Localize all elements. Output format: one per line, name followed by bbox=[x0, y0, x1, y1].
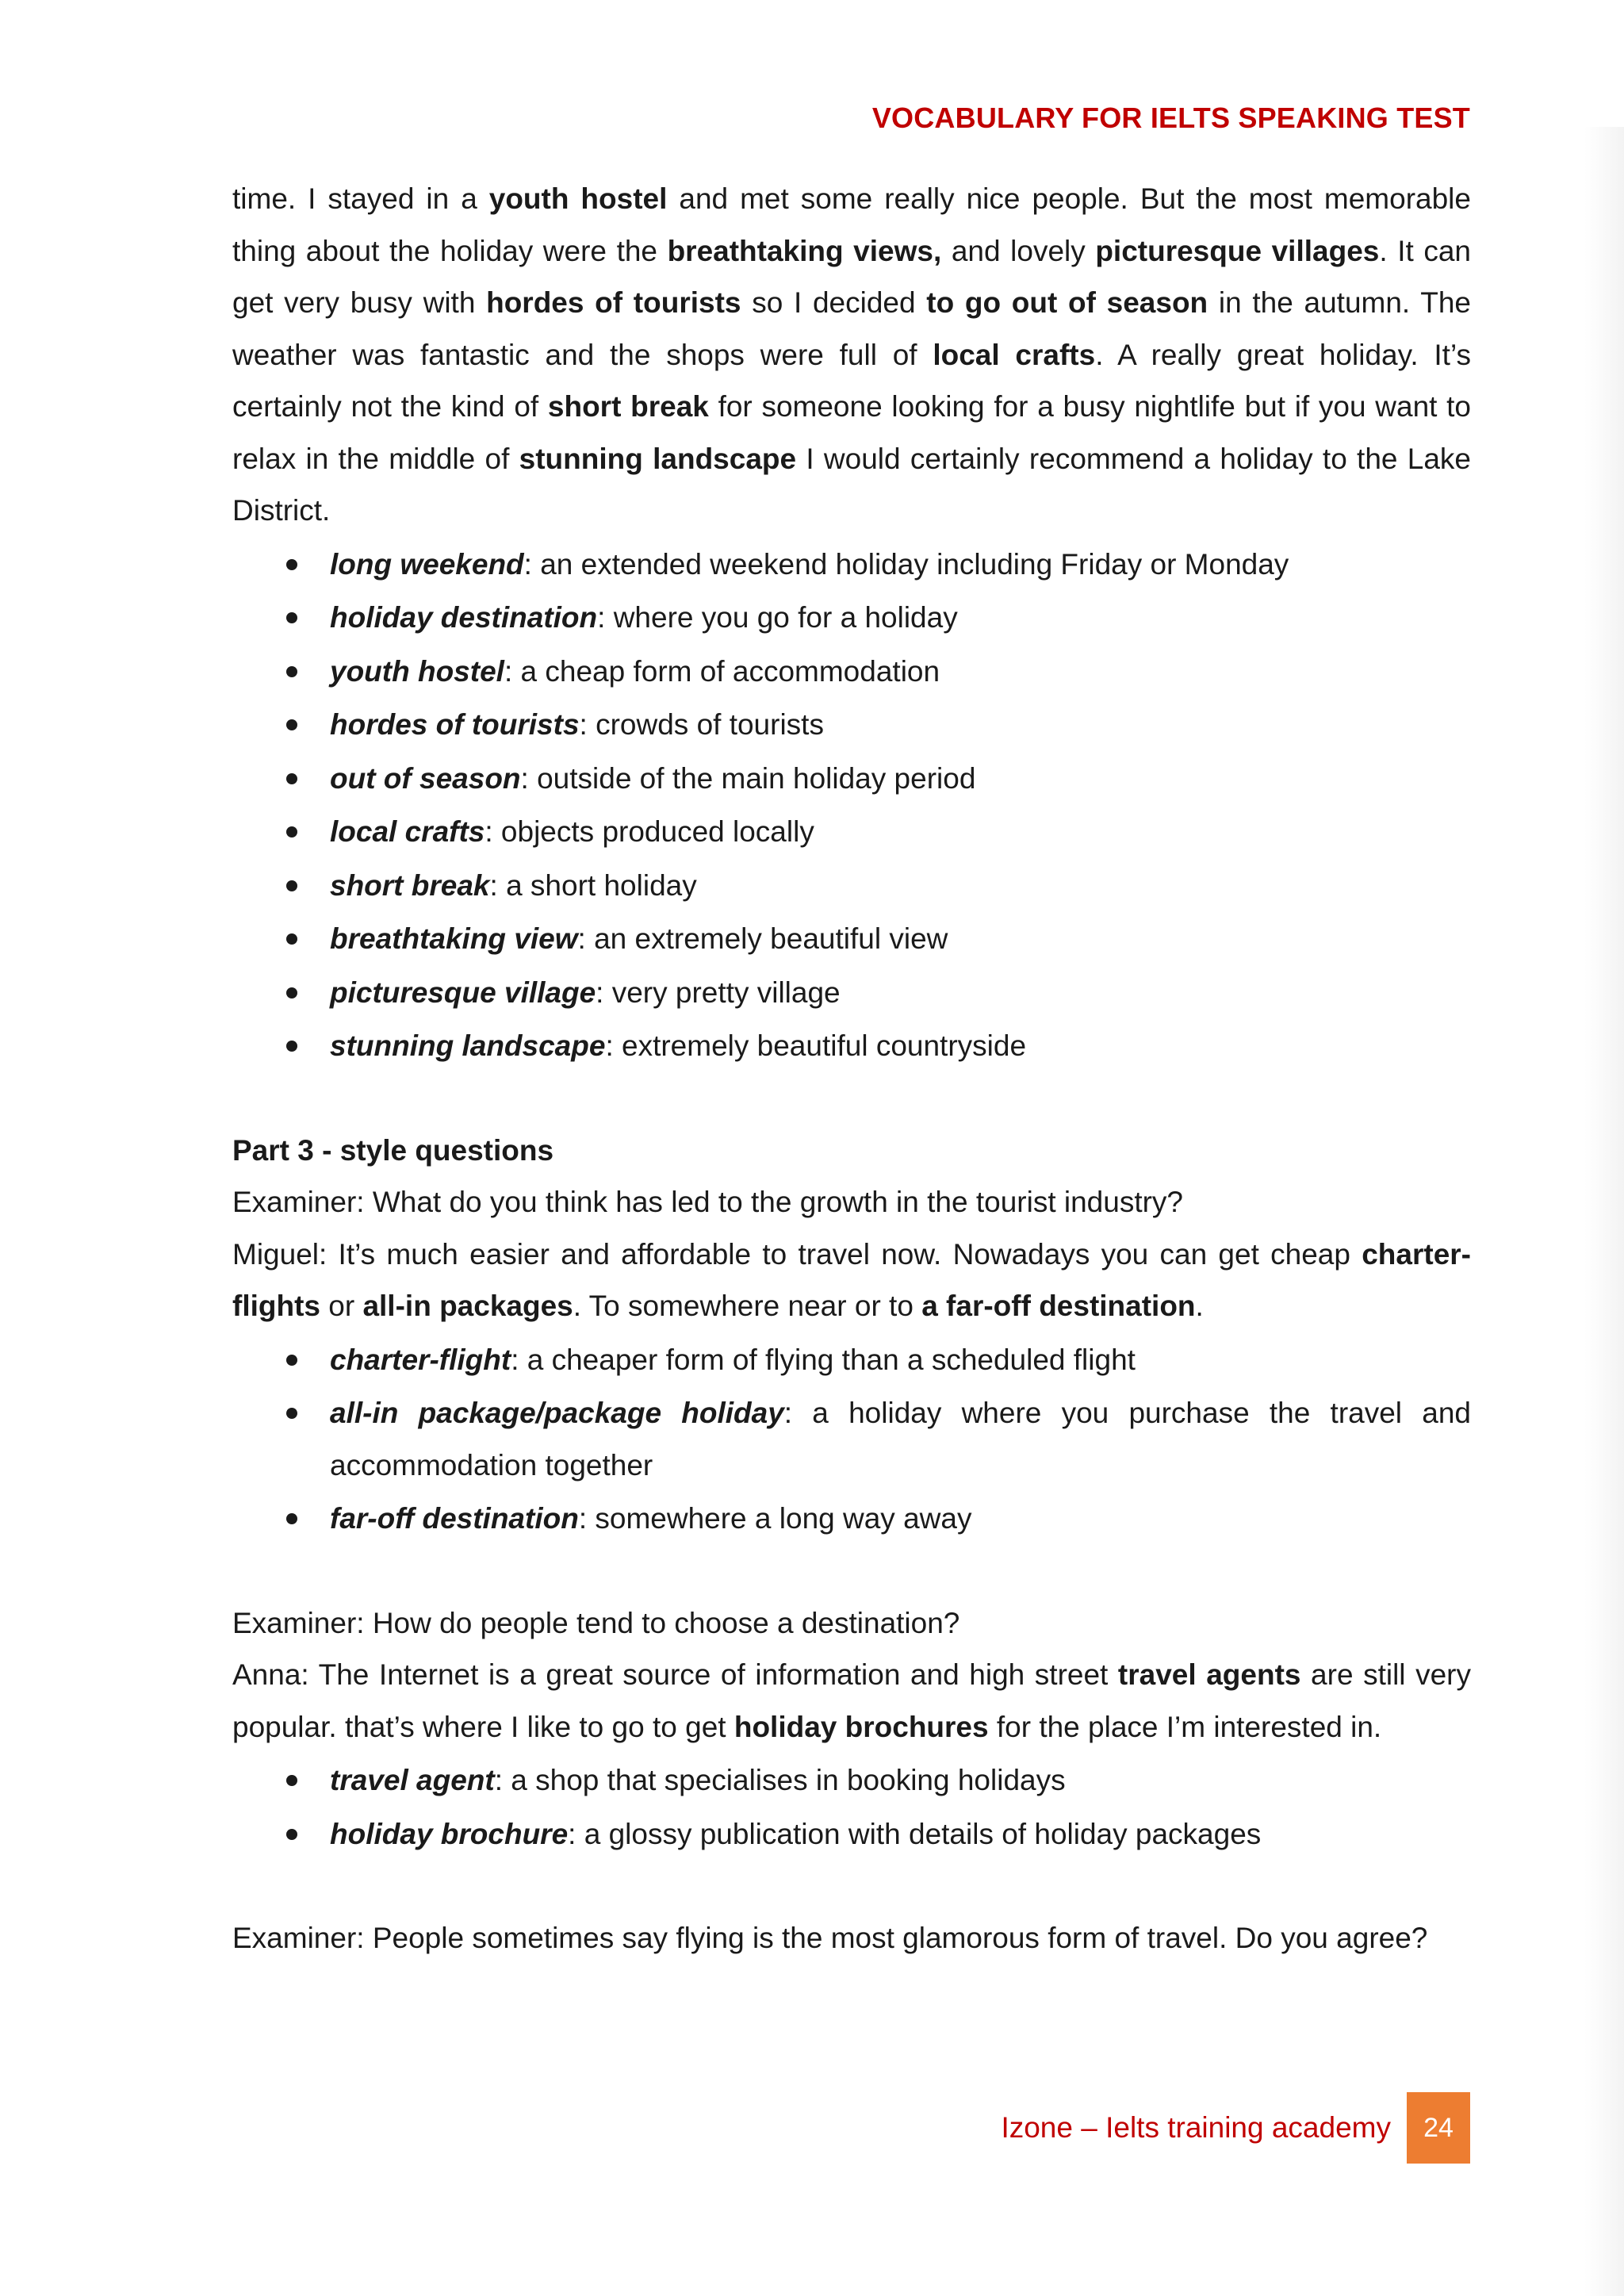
bullet-icon bbox=[286, 666, 297, 677]
page-header-title: VOCABULARY FOR IELTS SPEAKING TEST bbox=[871, 102, 1470, 134]
bold-term: stunning landscape bbox=[519, 442, 797, 475]
vocab-term: youth hostel bbox=[330, 654, 504, 688]
bold-term: holiday brochures bbox=[733, 1710, 989, 1743]
vocab-term: all-in package/package holiday bbox=[330, 1397, 784, 1429]
vocab-definition: : an extremely beautiful view bbox=[577, 922, 948, 955]
page-edge-shadow bbox=[1584, 127, 1624, 2296]
intro-paragraph bbox=[232, 173, 1471, 537]
vocab-item bbox=[232, 592, 1471, 644]
text-run: are still very popular. that’s where I like to go to get bbox=[232, 1658, 1471, 1743]
vocab-item bbox=[232, 806, 1471, 858]
bold-term: to go out of season bbox=[926, 286, 1208, 319]
vocab-definition: : a short holiday bbox=[489, 868, 697, 902]
bullet-icon bbox=[286, 880, 297, 891]
vocab-item bbox=[232, 860, 1471, 912]
spacer bbox=[232, 1861, 1471, 1912]
text-run: . To somewhere near or to bbox=[573, 1290, 922, 1322]
vocab-list-2 bbox=[232, 1334, 1471, 1545]
bold-term: charter-flights bbox=[232, 1237, 1471, 1322]
bold-term: breathtaking views, bbox=[667, 234, 942, 267]
vocab-item bbox=[232, 539, 1471, 591]
bullet-icon bbox=[286, 1355, 297, 1366]
text-run: in the autumn. The weather was fantastic and the shops were full of bbox=[232, 286, 1471, 371]
text-run: . A really great holiday. It’s certainly not the kind of bbox=[232, 338, 1472, 423]
candidate-answer bbox=[232, 1228, 1471, 1332]
vocab-definition: : an extended weekend holiday including Friday or Monday bbox=[523, 547, 1289, 581]
vocab-item bbox=[232, 1387, 1471, 1491]
vocab-term: hordes of tourists bbox=[330, 708, 580, 741]
bullet-icon bbox=[286, 933, 297, 945]
bold-term: travel agents bbox=[1117, 1658, 1301, 1691]
text-run: for the place I’m interested in. bbox=[988, 1710, 1382, 1743]
vocab-list-3 bbox=[232, 1754, 1471, 1860]
bold-term: picturesque villages bbox=[1095, 234, 1380, 267]
text-run: and met some really nice people. But the most memorable thing about the holiday were the bbox=[232, 182, 1471, 267]
bullet-icon bbox=[286, 559, 297, 570]
vocab-definition: : very pretty village bbox=[596, 976, 841, 1009]
examiner-question: Examiner: What do you think has led to the growth in the tourist industry? bbox=[232, 1186, 1184, 1218]
bullet-icon bbox=[286, 719, 297, 730]
text-run: . It can get very busy with bbox=[232, 234, 1471, 319]
bold-term: youth hostel bbox=[488, 182, 668, 215]
bullet-icon bbox=[286, 826, 297, 838]
vocab-term: picturesque village bbox=[330, 976, 596, 1009]
examiner-question: Examiner: People sometimes say flying is the most glamorous form of travel. Do you agree? bbox=[232, 1922, 1428, 1954]
vocab-definition: : somewhere a long way away bbox=[578, 1502, 972, 1535]
vocab-definition: : a cheaper form of flying than a scheduled flight bbox=[511, 1343, 1136, 1376]
vocab-item bbox=[232, 1334, 1471, 1386]
text-run: . bbox=[1195, 1290, 1204, 1322]
vocab-item bbox=[232, 913, 1471, 965]
text-run: Miguel: It’s much easier and affordable to travel now. Nowadays you can get cheap bbox=[232, 1237, 1362, 1271]
vocab-definition: : objects produced locally bbox=[485, 815, 814, 848]
vocab-term: short break bbox=[330, 868, 490, 902]
page-content bbox=[232, 173, 1471, 1964]
vocab-term: charter-flight bbox=[330, 1343, 511, 1376]
spacer bbox=[232, 1547, 1471, 1597]
vocab-definition: : where you go for a holiday bbox=[597, 601, 958, 634]
bold-term: all-in packages bbox=[362, 1290, 573, 1322]
vocab-item bbox=[232, 699, 1471, 751]
text-run: for someone looking for a busy nightlife but if you want to relax in the middle of bbox=[232, 390, 1472, 475]
vocab-item bbox=[232, 646, 1471, 698]
bold-term: hordes of tourists bbox=[486, 286, 741, 319]
spacer bbox=[232, 1074, 1471, 1125]
text-run: time. I stayed in a bbox=[232, 182, 489, 215]
section-title: Part 3 - style questions bbox=[232, 1133, 554, 1167]
vocab-item bbox=[232, 1493, 1471, 1545]
examiner-question: Examiner: How do people tend to choose a destination? bbox=[232, 1606, 960, 1639]
vocab-term: stunning landscape bbox=[330, 1029, 606, 1062]
vocab-definition: : a cheap form of accommodation bbox=[504, 654, 940, 688]
vocab-term: far-off destination bbox=[330, 1502, 579, 1535]
candidate-answer bbox=[232, 1649, 1471, 1753]
footer-text: Izone – Ielts training academy bbox=[1001, 2111, 1391, 2144]
vocab-item bbox=[232, 1808, 1471, 1861]
bullet-icon bbox=[286, 987, 297, 999]
page-number-badge: 24 bbox=[1407, 2092, 1470, 2164]
vocab-definition: : extremely beautiful countryside bbox=[605, 1029, 1027, 1062]
bullet-icon bbox=[286, 1513, 297, 1524]
text-run: and lovely bbox=[941, 234, 1096, 267]
vocab-definition: : outside of the main holiday period bbox=[520, 761, 976, 795]
vocab-term: long weekend bbox=[330, 547, 524, 581]
vocab-term: out of season bbox=[330, 761, 521, 795]
vocab-item bbox=[232, 1020, 1471, 1072]
vocab-term: breathtaking view bbox=[330, 922, 578, 955]
bullet-icon bbox=[286, 1041, 297, 1052]
vocab-definition: : crowds of tourists bbox=[579, 708, 824, 741]
vocab-term: holiday destination bbox=[330, 601, 598, 634]
bold-term: short break bbox=[547, 390, 709, 423]
vocab-item bbox=[232, 967, 1471, 1019]
page-footer bbox=[1001, 2092, 1470, 2164]
bold-term: local crafts bbox=[933, 338, 1096, 371]
text-run: so I decided bbox=[741, 286, 927, 319]
bullet-icon bbox=[286, 1775, 297, 1786]
vocab-term: travel agent bbox=[330, 1764, 495, 1796]
text-run: or bbox=[320, 1290, 363, 1322]
bullet-icon bbox=[286, 1408, 297, 1419]
vocab-term: local crafts bbox=[330, 815, 485, 848]
text-run: I would certainly recommend a holiday to the Lake District. bbox=[232, 442, 1471, 527]
bold-term: a far-off destination bbox=[921, 1290, 1196, 1322]
vocab-list-1 bbox=[232, 539, 1471, 1072]
text-run: Anna: The Internet is a great source of information and high street bbox=[232, 1658, 1118, 1691]
vocab-term: holiday brochure bbox=[330, 1817, 569, 1850]
bullet-icon bbox=[286, 1829, 297, 1840]
vocab-definition: : a glossy publication with details of holiday packages bbox=[568, 1817, 1262, 1850]
vocab-definition: : a shop that specialises in booking holidays bbox=[494, 1764, 1066, 1796]
vocab-item bbox=[232, 753, 1471, 805]
vocab-definition: : a holiday where you purchase the travel and accommodation together bbox=[330, 1397, 1471, 1481]
vocab-item bbox=[232, 1754, 1471, 1807]
bullet-icon bbox=[286, 612, 297, 623]
bullet-icon bbox=[286, 773, 297, 784]
